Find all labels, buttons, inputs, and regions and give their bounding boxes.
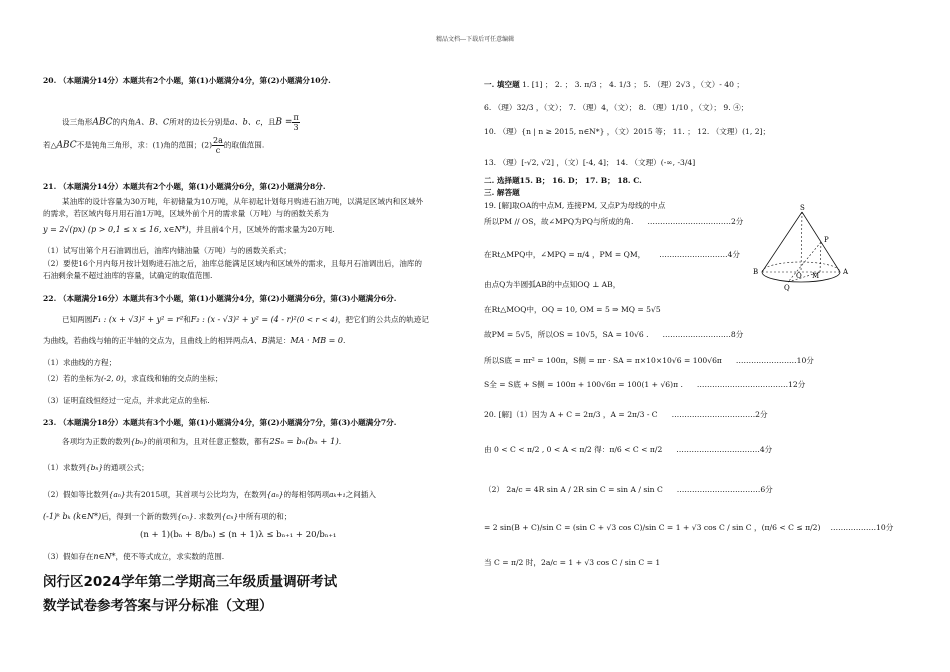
s19-line-2: 所以PM // OS，故∠MPQ为PQ与所成的角. ……………………………2分 (484, 217, 744, 226)
q22-s3: （3）证明直线恒经过一定点，并求此定点的坐标. (43, 396, 210, 405)
q23-s1: （1）求数列{bₙ}的通项公式； (43, 463, 149, 472)
s20-line-3: （2） 2a/c = 4R sin A / 2R sin C = sin A / sin C ……………………………6分 (484, 485, 773, 494)
q21-p5: （2）要使16个月内每月按计划购进石油之后，油库总能满足区域内和区域外的需求，且每月石油调出后，油库的 (43, 259, 422, 268)
s19-line-4: 由点Q为半圆弧AB的中点知OQ ⊥ AB， (484, 280, 621, 289)
q22-s1: （1）求曲线的方程； (43, 358, 117, 367)
s19-line-6: 故PM = 5√5，所以OS = 10√5，SA = 10√6 . ………………………8分 (484, 330, 744, 339)
cone-axis (801, 212, 802, 272)
q22-p2: 为曲线，若曲线与轴的正半轴的交点为，且曲线上的相异两点A、B满足：MA · MB = 0. (43, 336, 346, 345)
q21-p3: y = 2√(px) (p > 0,1 ≤ x ≤ 16, x∈N*)，并且前4个月，区域外的需求量为20万吨. (43, 225, 335, 234)
solve-heading: 三. 解答题 (484, 188, 520, 197)
q20-title: 20. （本题满分14分）本题共有2个小题，第(1)小题满分4分，第(2)小题满分10分. (43, 76, 331, 85)
q23-inequality: (n + 1)(bₙ + 8/bₙ) ≤ (n + 1)λ ≤ bₙ₊₁ + 20/bₙ₊₁ (140, 530, 337, 540)
q20-line2: 若△ABC不是钝角三角形，求：(1)角的范围；(2) $\frac{2a}{c}$ 的取值范围. (43, 136, 265, 155)
q22-title: 22. （本题满分16分）本题共有3个小题，第(1)小题满分4分，第(2)小题满分6分，第(3)小题满分6分. (43, 294, 397, 303)
label-q: Q (784, 284, 790, 292)
label-o: O (796, 272, 802, 280)
q23-s4: （3）假如存在n∈N*，使不等式成立，求实数的范围. (43, 552, 225, 561)
fill-line-1: 一. 填空题 1. [1] ； 2. ； 3. π/3 ； 4. 1/3 ； 5. （理）2√3 ，（文）- 40 ； (484, 80, 744, 89)
q22-p1: 已知两圆F₁ : (x + √3)² + y² = r²和F₂ : (x - √3)² + y² = (4 - r)²(0 < r < 4)，把它们的公共点的轨迹记 (62, 315, 429, 324)
label-b: B (753, 268, 759, 276)
label-s: S (800, 204, 805, 212)
s20-line-4: = 2 sin(B + C)/sin C = (sin C + √3 cos C)/sin C = 1 + √3 cos C / sin C ，(π/6 < C ≤ π/2) ………………10分 (484, 523, 894, 532)
q23-title: 23. （本题满分18分）本题共有3个小题，第(1)小题满分4分，第(2)小题满分7分，第(3)小题满分7分. (43, 418, 397, 427)
q22-s2: （2）若的坐标为(-2, 0)，求直线和轴的交点的坐标； (43, 374, 223, 383)
s20-line-1: 20. [解]（1）因为 A + C = 2π/3 ，A = 2π/3 - C ……………………………2分 (484, 410, 768, 419)
q21-p1: 某油库的设计容量为30万吨，年初储量为10万吨，从年初起计划每月购进石油万吨，以满足区域内和区域外 (62, 197, 424, 206)
cone-edge-left (762, 212, 802, 272)
label-m: M (812, 272, 820, 280)
label-a: A (843, 268, 849, 276)
segment-pm (820, 242, 821, 272)
cone-base-back (762, 262, 840, 272)
cone-figure (750, 200, 860, 295)
q21-title: 21. （本题满分14分）本题共有2个小题，第(1)小题满分6分，第(2)小题满分8分. (43, 182, 326, 191)
q23-s2: （2）假如等比数列{aₙ}共有2015项，其首项与公比均为，在数列{aₙ}的每相邻两项aₖ+₁之间插入 (43, 490, 376, 499)
s19-line-1: 19. [解]取OA的中点M, 连接PM, 又点P为母线的中点 (484, 201, 666, 210)
fill-line-4: 13. （理）[-√2, √2] ，（文）[-4, 4]； 14. （文理）(-∞, -3/4] (484, 158, 696, 167)
doc-subtitle: 数学试卷参考答案与评分标准（文理） (43, 598, 273, 614)
q21-p6: 石油剩余量不超过油库的容量，试确定的取值范围. (43, 271, 213, 280)
doc-title: 闵行区2024学年第二学期高三年级质量调研考试 (43, 574, 338, 590)
q21-p2: 的需求，若区域内每月用石油1万吨，区域外前个月的需求量（万吨）与的函数关系为 (43, 209, 329, 218)
s20-line-2: 由 0 < C < π/2 , 0 < A < π/2 得：π/6 < C < π/2 ……………………………4分 (484, 445, 773, 454)
fill-line-3: 10. （理）{n | n ≥ 2015, n∈N*} ，（文）2015 等； 11. ； 12. （文理）(1, 2]； (484, 127, 771, 136)
label-p: P (824, 236, 829, 244)
s19-line-7: 所以S底 = πr² = 100π，S侧 = πr · SA = π×10×10√6 = 100√6π ……………………10分 (484, 356, 814, 365)
q23-p1: 各项均为正数的数列{bₙ}的前项和为，且对任意正整数，都有2Sₙ = bₙ(bₙ + 1). (62, 437, 342, 447)
s19-line-5: 在Rt△MOQ中，OQ = 10, OM = 5 ⇒ MQ = 5√5 (484, 305, 661, 314)
q23-s3: (-1)ᵏ bₖ (k∈N*)后，得到一个新的数列{cₙ}. 求数列{cₙ}中所有项的和； (43, 512, 292, 521)
q21-p4: （1）试写出第个月石油调出后，油库内储油量（万吨）与的函数关系式； (43, 246, 291, 255)
page-header-note: 精品文档---下载后可任意编辑 (436, 36, 515, 43)
choice-answers: 二. 选择题15. B； 16. D； 17. B； 18. C. (484, 176, 642, 185)
s19-line-3: 在Rt△MPQ中，∠MPQ = π/4 ，PM = QM， ………………………4分 (484, 250, 741, 259)
s20-line-5: 当 C = π/2 时，2a/c = 1 + √3 cos C / sin C = 1 (484, 558, 661, 567)
s19-line-8: S全 = S底 + S侧 = 100π + 100√6π = 100(1 + √6)π . ………………………………12分 (484, 380, 806, 389)
q20-line1: 设三角形ABC的内角A、B、C所对的边长分别是a、b、c，且B = $\frac{\pi}{3}$ (62, 113, 299, 132)
fill-line-2: 6. （理）32/3 ，（文）； 7. （理）4，（文）； 8. （理）1/10 ，（文）； 9. ④； (484, 103, 749, 112)
